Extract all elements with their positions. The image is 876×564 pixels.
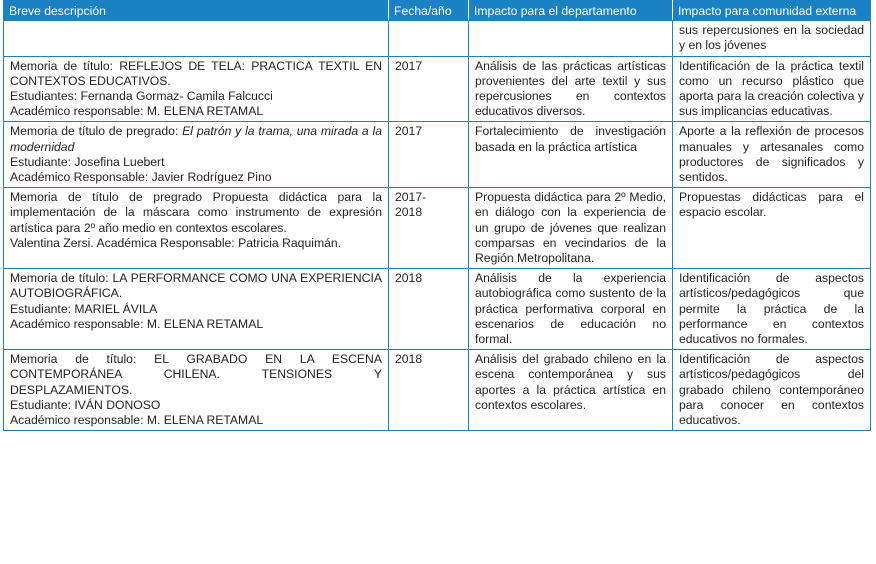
- table-row: [4, 56, 871, 122]
- cell-description: [4, 122, 389, 188]
- advisor: Académico responsable: M. ELENA RETAMAL: [10, 104, 264, 119]
- cell-external-impact: Identificación de aspectos artísticos/pedagógicos que permite la práctica de la performance en contextos educativos no formales.: [673, 269, 871, 350]
- cell-date: 2017-2018: [389, 188, 469, 269]
- cell-department-impact: Fortalecimiento de investigación basada en la práctica artística: [469, 122, 673, 188]
- thesis-title: Memoria de título de pregrado Propuesta didáctica para la implementación de la máscara como instrumento de expresión artística para 2º año medio en contextos escolares.: [10, 190, 382, 235]
- thesis-title-prefix: Memoria de título de pregrado:: [10, 124, 183, 139]
- cell-description: [4, 350, 389, 431]
- cell-department-impact: Propuesta didáctica para 2º Medio, en diálogo con la experiencia de un grupo de jóvenes que realizan comparsas en vecindarios de la Región Metropolitana.: [469, 188, 673, 269]
- thesis-title: [10, 124, 382, 154]
- header-date: Fecha/año: [389, 1, 469, 21]
- advisor: Académico responsable: M. ELENA RETAMAL: [10, 413, 264, 428]
- thesis-title-italic: El patrón y la trama, una mirada a la modernidad: [10, 124, 383, 154]
- students: Estudiante: IVÁN DONOSO: [10, 397, 161, 412]
- cell-department-impact: [469, 21, 673, 56]
- header-description: Breve descripción: [4, 1, 389, 21]
- thesis-table: [3, 0, 871, 431]
- header-department-impact: Impacto para el departamento: [469, 1, 673, 21]
- students-and-advisor: Valentina Zersi. Académica Responsable: Patricia Raquimán.: [10, 235, 342, 250]
- cell-date: 2018: [389, 269, 469, 350]
- cell-external-impact: Aporte a la reflexión de procesos manuales y artesanales como productores de significados y sentidos.: [673, 122, 871, 188]
- header-external-impact: Impacto para comunidad externa: [673, 1, 871, 21]
- thesis-title: Memoria de título: EL GRABADO EN LA ESCENA CONTEMPORÁNEA CHILENA. TENSIONES Y DESPLAZAMIENTOS.: [10, 352, 382, 397]
- thesis-title: Memoria de título: LA PERFORMANCE COMO UNA EXPERIENCIA AUTOBIOGRÁFICA.: [10, 271, 382, 301]
- advisor: Académico Responsable: Javier Rodríguez Pino: [10, 170, 272, 185]
- cell-department-impact: Análisis del grabado chileno en la escena contemporánea y sus aportes a la práctica artística en contextos escolares.: [469, 350, 673, 431]
- table-header-row: [4, 1, 871, 21]
- cell-external-impact: sus repercusiones en la sociedad y en los jóvenes: [673, 21, 871, 56]
- cell-date: 2018: [389, 350, 469, 431]
- students: Estudiantes: Fernanda Gormaz- Camila Falcucci: [10, 89, 273, 104]
- table-row: [4, 350, 871, 431]
- cell-description: [4, 269, 389, 350]
- thesis-title: Memoria de título: REFLEJOS DE TELA: PRACTICA TEXTIL EN CONTEXTOS EDUCATIVOS.: [10, 58, 382, 88]
- table-row: [4, 188, 871, 269]
- cell-external-impact: Propuestas didácticas para el espacio escolar.: [673, 188, 871, 269]
- cell-description: [4, 56, 389, 122]
- advisor: Académico responsable: M. ELENA RETAMAL: [10, 316, 264, 331]
- students: Estudiante: Josefina Luebert: [10, 154, 165, 169]
- table-row: [4, 122, 871, 188]
- cell-description: [4, 188, 389, 269]
- cell-department-impact: Análisis de la experiencia autobiográfica como sustento de la práctica performativa corporal en escenarios de educación no formal.: [469, 269, 673, 350]
- cell-external-impact: Identificación de aspectos artísticos/pedagógicos del grabado chileno contemporáneo para conocer en contextos educativos.: [673, 350, 871, 431]
- table-row: [4, 269, 871, 350]
- students: Estudiante: MARIEL ÁVILA: [10, 301, 158, 316]
- cell-date: 2017: [389, 56, 469, 122]
- cell-description: [4, 21, 389, 56]
- cell-date: 2017: [389, 122, 469, 188]
- cell-date: [389, 21, 469, 56]
- table-row-continued: [4, 21, 871, 56]
- cell-department-impact: Análisis de las prácticas artísticas provenientes del arte textil y sus repercusiones en contextos educativos diversos.: [469, 56, 673, 122]
- cell-external-impact: Identificación de la práctica textil como un recurso plástico que aporta para la creación colectiva y sus implicancias educativas.: [673, 56, 871, 122]
